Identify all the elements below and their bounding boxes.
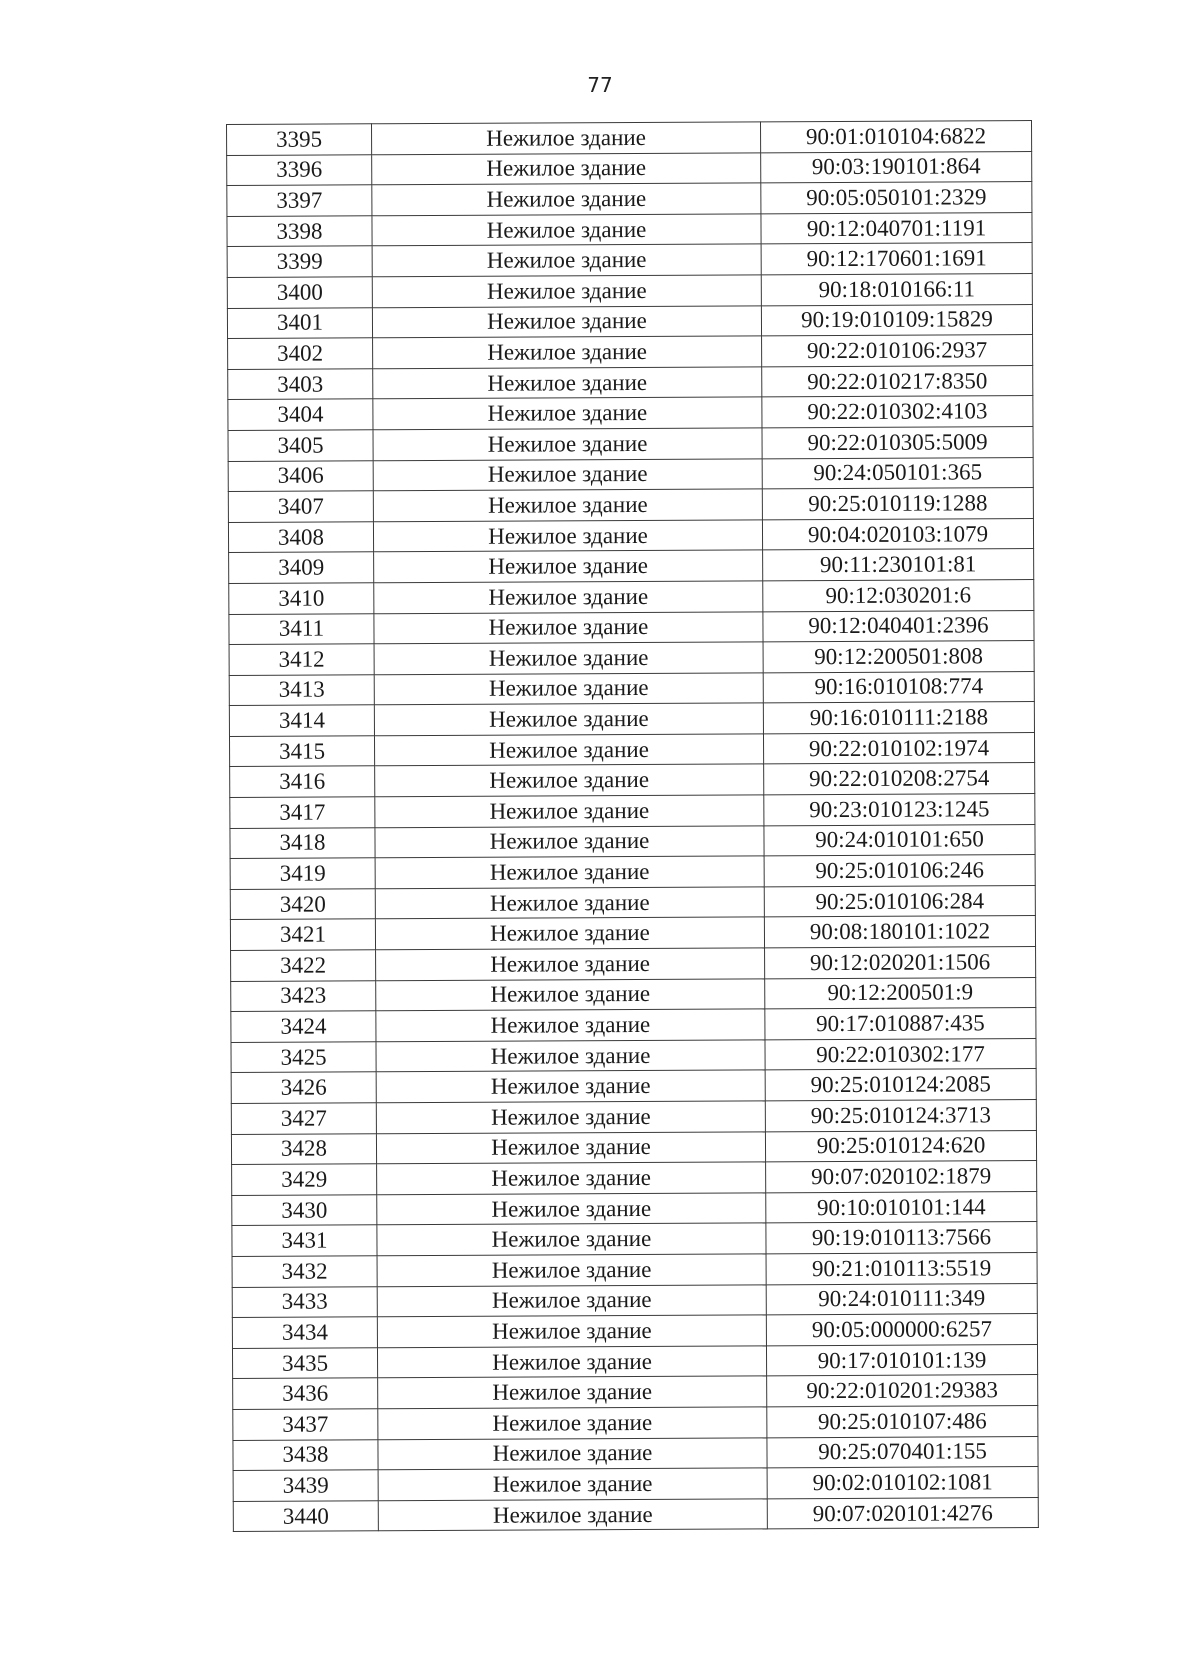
table-row (232, 1314, 1037, 1349)
row-number-cell: 3409 (229, 552, 374, 583)
row-number-cell: 3414 (229, 705, 374, 736)
cadastral-number-cell: 90:25:010106:284 (764, 885, 1035, 917)
object-type-cell: Нежилое здание (376, 1101, 765, 1133)
object-type-cell: Нежилое здание (376, 1040, 765, 1072)
cadastral-number-cell: 90:08:180101:1022 (764, 916, 1035, 948)
table-row (233, 1467, 1038, 1502)
cadastral-number-cell: 90:24:050101:365 (762, 457, 1033, 489)
cadastral-number-cell: 90:25:010124:2085 (765, 1069, 1036, 1101)
row-number-cell: 3434 (232, 1317, 377, 1348)
object-type-cell: Нежилое здание (375, 917, 764, 949)
object-type-cell: Нежилое здание (373, 336, 762, 368)
row-number-cell: 3397 (227, 185, 372, 216)
table-row (227, 274, 1032, 309)
table-row (228, 457, 1033, 492)
object-type-cell: Нежилое здание (375, 764, 764, 796)
row-number-cell: 3400 (227, 277, 372, 308)
object-type-cell: Нежилое здание (374, 703, 763, 735)
object-type-cell: Нежилое здание (376, 1009, 765, 1041)
object-type-cell: Нежилое здание (373, 520, 762, 552)
table-row (229, 671, 1034, 706)
row-number-cell: 3429 (232, 1164, 377, 1195)
object-type-cell: Нежилое здание (377, 1284, 766, 1316)
row-number-cell: 3396 (227, 154, 372, 185)
cadastral-number-cell: 90:22:010302:177 (765, 1038, 1036, 1070)
table-row (232, 1222, 1037, 1257)
table-row (227, 121, 1032, 156)
cadastral-number-cell: 90:25:010124:3713 (765, 1100, 1036, 1132)
table-row (232, 1253, 1037, 1288)
table-row (227, 243, 1032, 278)
table-row (233, 1375, 1038, 1410)
cadastral-number-cell: 90:22:010305:5009 (762, 426, 1033, 458)
table-row (230, 916, 1035, 951)
table-row (227, 304, 1032, 339)
cadastral-number-cell: 90:24:010101:650 (764, 824, 1035, 856)
object-type-cell: Нежилое здание (377, 1223, 766, 1255)
row-number-cell: 3440 (233, 1500, 378, 1531)
object-type-cell: Нежилое здание (372, 214, 761, 246)
object-type-cell: Нежилое здание (375, 795, 764, 827)
row-number-cell: 3430 (232, 1195, 377, 1226)
table-row (228, 396, 1033, 431)
object-type-cell: Нежилое здание (376, 979, 765, 1011)
object-type-cell: Нежилое здание (374, 673, 763, 705)
row-number-cell: 3413 (229, 674, 374, 705)
object-type-cell: Нежилое здание (377, 1315, 766, 1347)
table-row (228, 335, 1033, 370)
table-row (230, 855, 1035, 890)
row-number-cell: 3416 (230, 766, 375, 797)
object-type-cell: Нежилое здание (373, 428, 762, 460)
row-number-cell: 3412 (229, 644, 374, 675)
row-number-cell: 3421 (230, 919, 375, 950)
table-row (228, 488, 1033, 523)
row-number-cell: 3420 (230, 889, 375, 920)
row-number-cell: 3427 (231, 1103, 376, 1134)
row-number-cell: 3403 (228, 369, 373, 400)
object-type-cell: Нежилое здание (374, 734, 763, 766)
row-number-cell: 3437 (233, 1409, 378, 1440)
row-number-cell: 3422 (231, 950, 376, 981)
table-row (229, 610, 1034, 645)
row-number-cell: 3439 (233, 1470, 378, 1501)
cadastral-number-cell: 90:23:010123:1245 (764, 794, 1035, 826)
object-type-cell: Нежилое здание (373, 367, 762, 399)
object-type-cell: Нежилое здание (376, 1131, 765, 1163)
object-type-cell: Нежилое здание (378, 1376, 767, 1408)
table-row (231, 1069, 1036, 1104)
cadastral-number-cell: 90:25:010107:486 (767, 1405, 1038, 1437)
cadastral-number-cell: 90:10:010101:144 (766, 1191, 1037, 1223)
row-number-cell: 3405 (228, 430, 373, 461)
row-number-cell: 3398 (227, 216, 372, 247)
cadastral-number-cell: 90:25:010106:246 (764, 855, 1035, 887)
object-type-cell: Нежилое здание (377, 1346, 766, 1378)
cadastral-number-cell: 90:22:010208:2754 (764, 763, 1035, 795)
object-type-cell: Нежилое здание (373, 458, 762, 490)
cadastral-number-cell: 90:12:030201:6 (763, 579, 1034, 611)
table-row (229, 732, 1034, 767)
object-type-cell: Нежилое здание (375, 826, 764, 858)
row-number-cell: 3418 (230, 827, 375, 858)
object-type-cell: Нежилое здание (372, 122, 761, 154)
cadastral-number-cell: 90:16:010111:2188 (763, 702, 1034, 734)
cadastral-number-cell: 90:17:010101:139 (766, 1344, 1037, 1376)
row-number-cell: 3419 (230, 858, 375, 889)
table-row (232, 1161, 1037, 1196)
table-row (231, 1008, 1036, 1043)
object-type-cell: Нежилое здание (372, 305, 761, 337)
row-number-cell: 3407 (228, 491, 373, 522)
object-type-cell: Нежилое здание (372, 183, 761, 215)
cadastral-number-cell: 90:22:010302:4103 (762, 396, 1033, 428)
table-row (231, 947, 1036, 982)
object-type-cell: Нежилое здание (376, 948, 765, 980)
table-row (233, 1405, 1038, 1440)
row-number-cell: 3428 (231, 1133, 376, 1164)
object-type-cell: Нежилое здание (377, 1193, 766, 1225)
object-type-cell: Нежилое здание (374, 581, 763, 613)
cadastral-number-cell: 90:05:050101:2329 (761, 182, 1032, 214)
cadastral-number-cell: 90:19:010113:7566 (766, 1222, 1037, 1254)
object-type-cell: Нежилое здание (374, 611, 763, 643)
table-row (227, 151, 1032, 186)
row-number-cell: 3432 (232, 1256, 377, 1287)
row-number-cell: 3425 (231, 1042, 376, 1073)
cadastral-number-cell: 90:12:200501:808 (763, 641, 1034, 673)
cadastral-number-cell: 90:12:040701:1191 (761, 212, 1032, 244)
cadastral-number-cell: 90:25:010119:1288 (762, 488, 1033, 520)
table-row (228, 365, 1033, 400)
table-row (229, 702, 1034, 737)
row-number-cell: 3423 (231, 980, 376, 1011)
table-row (233, 1436, 1038, 1471)
table-row (227, 182, 1032, 217)
row-number-cell: 3436 (233, 1378, 378, 1409)
object-type-cell: Нежилое здание (377, 1162, 766, 1194)
object-type-cell: Нежилое здание (375, 887, 764, 919)
table-body (227, 121, 1039, 1532)
table-row (232, 1191, 1037, 1226)
cadastral-number-cell: 90:22:010106:2937 (762, 335, 1033, 367)
table-row (229, 579, 1034, 614)
row-number-cell: 3395 (227, 124, 372, 155)
table-row (231, 1130, 1036, 1165)
cadastral-number-cell: 90:19:010109:15829 (761, 304, 1032, 336)
page-number: 77 (587, 73, 613, 97)
object-type-cell: Нежилое здание (372, 152, 761, 184)
object-type-cell: Нежилое здание (372, 244, 761, 276)
row-number-cell: 3399 (227, 246, 372, 277)
table-row (228, 518, 1033, 553)
row-number-cell: 3426 (231, 1072, 376, 1103)
table-row (232, 1344, 1037, 1379)
object-type-cell: Нежилое здание (373, 489, 762, 521)
cadastral-number-cell: 90:22:010102:1974 (763, 732, 1034, 764)
object-type-cell: Нежилое здание (373, 397, 762, 429)
cadastral-number-cell: 90:25:010124:620 (765, 1130, 1036, 1162)
cadastral-number-cell: 90:21:010113:5519 (766, 1253, 1037, 1285)
object-type-cell: Нежилое здание (378, 1437, 767, 1469)
row-number-cell: 3433 (232, 1286, 377, 1317)
object-type-cell: Нежилое здание (376, 1070, 765, 1102)
row-number-cell: 3404 (228, 399, 373, 430)
cadastral-number-cell: 90:16:010108:774 (763, 671, 1034, 703)
object-type-cell: Нежилое здание (378, 1499, 767, 1531)
row-number-cell: 3424 (231, 1011, 376, 1042)
table-row (232, 1283, 1037, 1318)
cadastral-number-cell: 90:11:230101:81 (763, 549, 1034, 581)
row-number-cell: 3431 (232, 1225, 377, 1256)
row-number-cell: 3411 (229, 613, 374, 644)
cadastral-number-cell: 90:02:010102:1081 (767, 1467, 1038, 1499)
property-registry-table (226, 120, 1039, 1532)
cadastral-number-cell: 90:18:010166:11 (761, 274, 1032, 306)
row-number-cell: 3401 (227, 307, 372, 338)
cadastral-number-cell: 90:24:010111:349 (766, 1283, 1037, 1315)
cadastral-number-cell: 90:22:010217:8350 (762, 365, 1033, 397)
cadastral-number-cell: 90:04:020103:1079 (762, 518, 1033, 550)
row-number-cell: 3417 (230, 797, 375, 828)
table-row (231, 1038, 1036, 1073)
object-type-cell: Нежилое здание (377, 1254, 766, 1286)
object-type-cell: Нежилое здание (374, 642, 763, 674)
cadastral-number-cell: 90:07:020101:4276 (767, 1497, 1038, 1529)
cadastral-number-cell: 90:12:200501:9 (765, 977, 1036, 1009)
table-row (230, 824, 1035, 859)
table-row (229, 641, 1034, 676)
cadastral-number-cell: 90:17:010887:435 (765, 1008, 1036, 1040)
object-type-cell: Нежилое здание (375, 856, 764, 888)
cadastral-number-cell: 90:03:190101:864 (761, 151, 1032, 183)
object-type-cell: Нежилое здание (378, 1407, 767, 1439)
row-number-cell: 3415 (229, 736, 374, 767)
cadastral-number-cell: 90:12:040401:2396 (763, 610, 1034, 642)
table-row (233, 1497, 1038, 1532)
table-row (231, 1100, 1036, 1135)
cadastral-number-cell: 90:22:010201:29383 (767, 1375, 1038, 1407)
table-row (227, 212, 1032, 247)
cadastral-number-cell: 90:25:070401:155 (767, 1436, 1038, 1468)
row-number-cell: 3406 (228, 460, 373, 491)
object-type-cell: Нежилое здание (372, 275, 761, 307)
table-row (230, 763, 1035, 798)
cadastral-number-cell: 90:07:020102:1879 (766, 1161, 1037, 1193)
table-row (231, 977, 1036, 1012)
row-number-cell: 3410 (229, 583, 374, 614)
cadastral-number-cell: 90:12:020201:1506 (765, 947, 1036, 979)
cadastral-number-cell: 90:05:000000:6257 (766, 1314, 1037, 1346)
cadastral-number-cell: 90:01:010104:6822 (760, 121, 1031, 153)
row-number-cell: 3438 (233, 1439, 378, 1470)
table-row (230, 794, 1035, 829)
object-type-cell: Нежилое здание (378, 1468, 767, 1500)
cadastral-number-cell: 90:12:170601:1691 (761, 243, 1032, 275)
table-row (229, 549, 1034, 584)
row-number-cell: 3435 (232, 1348, 377, 1379)
table-row (230, 885, 1035, 920)
object-type-cell: Нежилое здание (374, 550, 763, 582)
row-number-cell: 3408 (228, 522, 373, 553)
table-row (228, 426, 1033, 461)
row-number-cell: 3402 (228, 338, 373, 369)
